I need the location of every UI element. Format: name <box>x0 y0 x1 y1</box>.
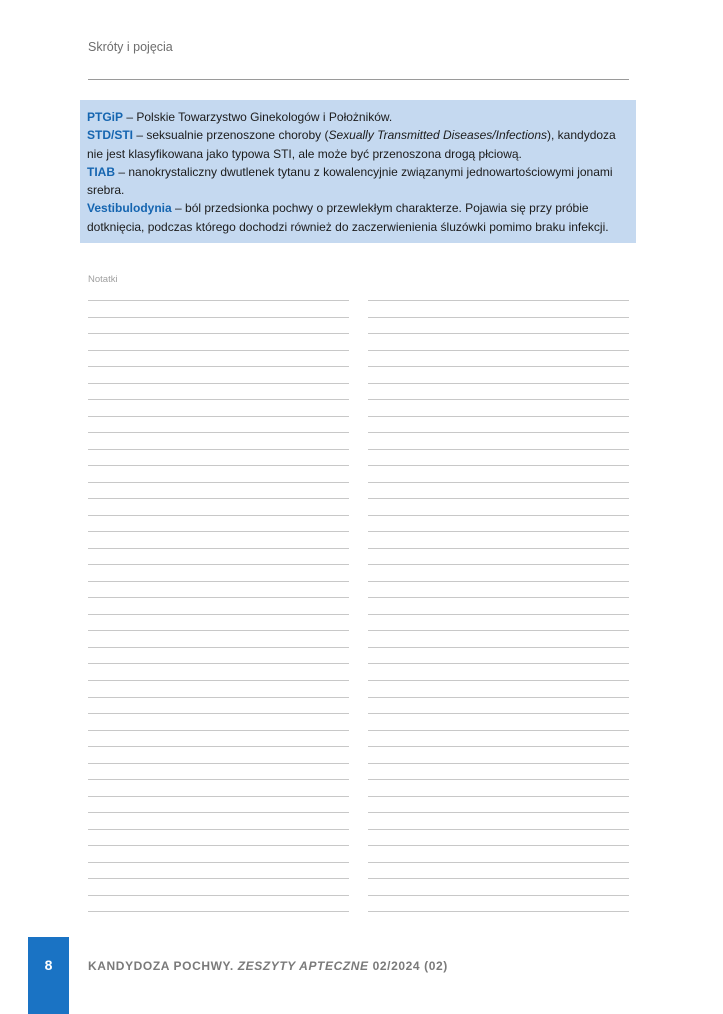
note-line <box>368 564 629 565</box>
glossary-definition: – nanokrystaliczny dwutlenek tytanu z kowalencyjnie związanymi jednowartościowymi jonami srebra. <box>87 164 613 198</box>
note-line <box>368 895 629 896</box>
glossary-definition: – seksualnie przenoszone choroby ( <box>133 128 329 143</box>
note-line <box>368 482 629 483</box>
note-line <box>368 333 629 334</box>
note-line <box>88 614 349 615</box>
note-line <box>88 416 349 417</box>
note-line <box>368 730 629 731</box>
note-line <box>368 317 629 318</box>
glossary-entry-vestibulodynia <box>87 199 629 236</box>
note-line <box>88 333 349 334</box>
glossary-entry-ptgip <box>87 108 629 126</box>
note-line <box>368 697 629 698</box>
glossary-term: PTGiP <box>87 110 124 124</box>
note-line <box>368 829 629 830</box>
note-line <box>368 647 629 648</box>
note-line <box>368 581 629 582</box>
note-line <box>88 350 349 351</box>
footer-publication <box>88 959 448 973</box>
note-line <box>88 581 349 582</box>
note-line <box>368 796 629 797</box>
note-line <box>88 383 349 384</box>
note-line <box>368 399 629 400</box>
note-line <box>368 763 629 764</box>
notes-label: Notatki <box>88 274 118 285</box>
section-title: Skróty i pojęcia <box>88 40 173 54</box>
footer-title: KANDYDOZA POCHWY. <box>88 959 238 973</box>
glossary-term: STD/STI <box>87 128 134 143</box>
note-line <box>368 300 629 301</box>
note-line <box>88 697 349 698</box>
note-line <box>88 730 349 731</box>
note-line <box>368 746 629 747</box>
note-line <box>368 383 629 384</box>
note-line <box>88 647 349 648</box>
note-line <box>368 597 629 598</box>
page-number: 8 <box>44 957 53 973</box>
note-line <box>88 663 349 664</box>
note-line <box>368 498 629 499</box>
note-line <box>88 548 349 549</box>
note-line <box>368 531 629 532</box>
glossary-entry-tiab <box>87 163 629 200</box>
note-line <box>88 498 349 499</box>
note-line <box>88 895 349 896</box>
note-line <box>88 779 349 780</box>
note-line <box>368 680 629 681</box>
note-line <box>368 713 629 714</box>
page-number-tab <box>28 937 69 1014</box>
note-line <box>88 366 349 367</box>
note-line <box>368 878 629 879</box>
footer-series: ZESZYTY APTECZNE <box>237 959 369 973</box>
note-line <box>368 630 629 631</box>
note-line <box>368 812 629 813</box>
note-line <box>88 482 349 483</box>
glossary-definition: – ból przedsionka pochwy o przewlekłym charakterze. Pojawia się przy próbie dotknięcia, podczas którego dochodzi również do zaczerwienienia śluzówki pomimo braku infekcji. <box>87 201 609 234</box>
glossary-box <box>80 100 636 243</box>
note-line <box>88 515 349 516</box>
note-line <box>88 812 349 813</box>
glossary-definition-italic: Sexually Transmitted Diseases/Infections <box>328 128 548 143</box>
note-line <box>88 432 349 433</box>
note-line <box>88 746 349 747</box>
note-line <box>88 878 349 879</box>
note-line <box>368 449 629 450</box>
glossary-term: TIAB <box>87 164 115 179</box>
note-line <box>368 548 629 549</box>
note-line <box>368 911 629 912</box>
note-line <box>368 366 629 367</box>
note-line <box>88 845 349 846</box>
glossary-term: Vestibulodynia <box>87 201 172 216</box>
note-line <box>368 432 629 433</box>
note-line <box>88 862 349 863</box>
title-divider <box>88 79 629 80</box>
note-line <box>88 630 349 631</box>
glossary-definition: ), kandydoza nie jest klasyfikowana jako typowa STI, ale może być przenoszona drogą płciową. <box>87 128 616 161</box>
footer-issue: 02/2024 (02) <box>368 959 448 973</box>
note-line <box>368 350 629 351</box>
note-line <box>88 399 349 400</box>
note-line <box>88 300 349 301</box>
note-line <box>368 862 629 863</box>
note-line <box>368 416 629 417</box>
note-line <box>368 614 629 615</box>
note-line <box>88 796 349 797</box>
note-line <box>88 680 349 681</box>
note-line <box>88 597 349 598</box>
note-line <box>368 779 629 780</box>
note-line <box>88 763 349 764</box>
note-line <box>88 317 349 318</box>
note-line <box>88 564 349 565</box>
note-line <box>88 449 349 450</box>
note-line <box>368 515 629 516</box>
note-line <box>88 829 349 830</box>
note-line <box>368 845 629 846</box>
note-line <box>368 465 629 466</box>
note-line <box>88 465 349 466</box>
note-line <box>88 911 349 912</box>
note-line <box>88 531 349 532</box>
glossary-entry-std-sti <box>87 126 629 163</box>
note-line <box>88 713 349 714</box>
note-line <box>368 663 629 664</box>
glossary-definition: – Polskie Towarzystwo Ginekologów i Położników. <box>123 110 393 124</box>
